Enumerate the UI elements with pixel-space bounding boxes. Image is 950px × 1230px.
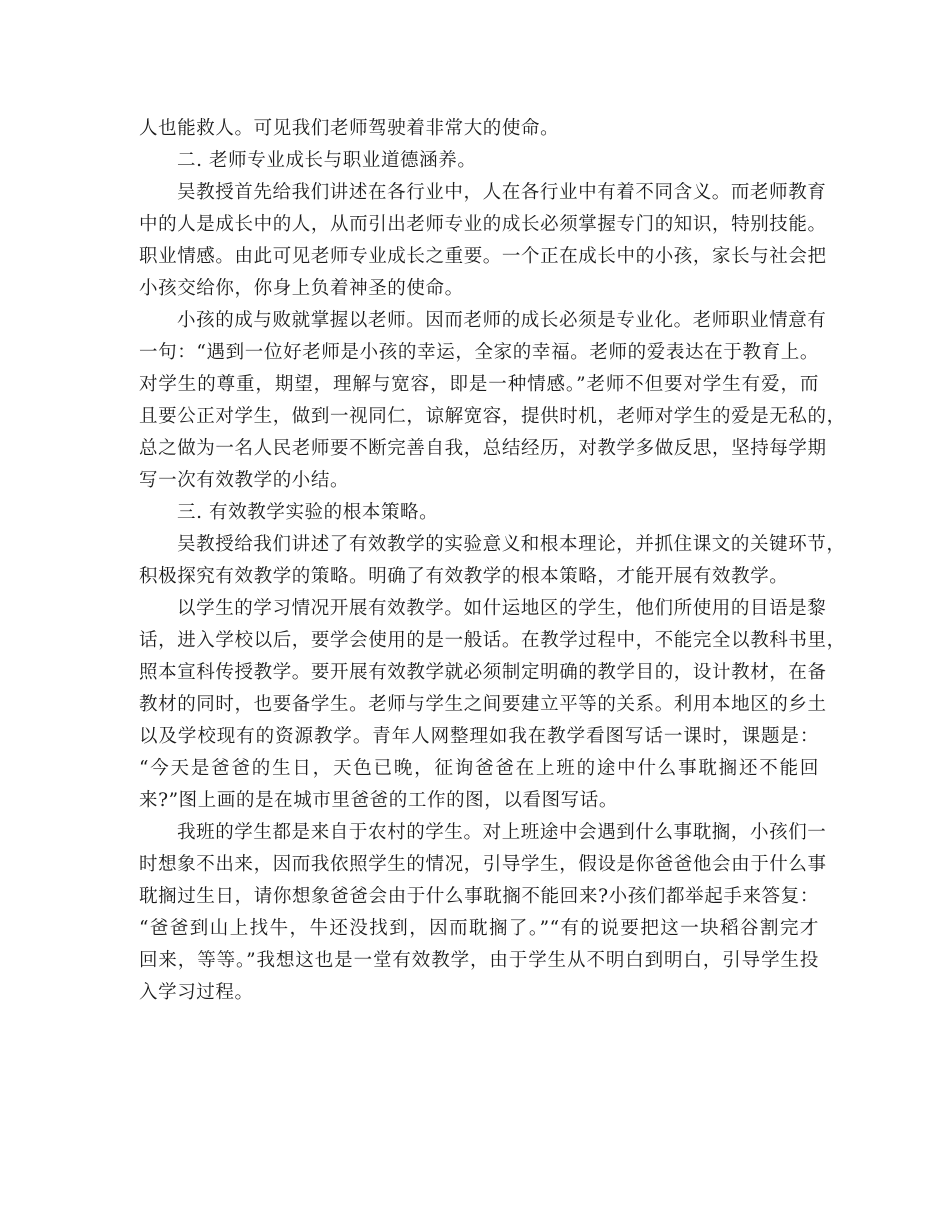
text-line: 积极探究有效教学的策略。明确了有效教学的根本策略，才能开展有效教学。 [139,566,789,587]
text-line: 总之做为一名人民老师要不断完善自我，总结经历，对教学多做反思，坚持每学期 [139,438,827,459]
text-line: 以学生的学习情况开展有效教学。如什运地区的学生，他们所使用的目语是黎 [177,598,827,619]
section-heading-2: 二. 老师专业成长与职业道德涵养。 [177,150,477,171]
text-line: 耽搁过生日，请你想象爸爸会由于什么事耽搁不能回来?小孩们都举起手来答复： [139,886,819,907]
text-line: 一句：“遇到一位好老师是小孩的幸运，全家的幸福。老师的爱表达在于教育上。 [139,342,819,363]
text-line: 来?”图上画的是在城市里爸爸的工作的图，以看图写话。 [139,790,618,811]
text-line: 小孩交给你，你身上负着神圣的使命。 [139,278,464,299]
text-line: 吴教授给我们讲述了有效教学的实验意义和根本理论，并抓住课文的关键环节， [177,534,846,555]
section-heading-3: 三. 有效教学实验的根本策略。 [177,502,439,523]
text-line: 对学生的尊重，期望，理解与宽容，即是一种情感。”老师不但要对学生有爱，而 [139,374,819,395]
text-line: 回来，等等。”我想这也是一堂有效教学，由于学生从不明白到明白，引导学生投 [139,950,819,971]
text-line: 职业情感。由此可见老师专业成长之重要。一个正在成长中的小孩，家长与社会把 [139,246,827,267]
text-line: 人也能救人。可见我们老师驾驶着非常大的使命。 [139,118,560,139]
document-page [139,113,846,1009]
text-line: 写一次有效教学的小结。 [139,470,350,491]
text-line: 照本宣科传授教学。要开展有效教学就必须制定明确的教学目的，设计教材，在备 [139,662,827,683]
text-line: 小孩的成与败就掌握以老师。因而老师的成长必须是专业化。老师职业情意有 [177,310,827,331]
text-line: 教材的同时，也要备学生。老师与学生之间要建立平等的关系。利用本地区的乡土 [139,694,827,715]
text-line: 且要公正对学生，做到一视同仁，谅解宽容，提供时机，老师对学生的爱是无私的， [139,406,846,427]
text-line: 我班的学生都是来自于农村的学生。对上班途中会遇到什么事耽搁，小孩们一 [177,822,827,843]
text-line: 入学习过程。 [139,982,254,1003]
text-line: 吴教授首先给我们讲述在各行业中，人在各行业中有着不同含义。而老师教育 [177,182,827,203]
text-line: “爸爸到山上找牛，牛还没找到，因而耽搁了。”“有的说要把这一块稻谷割完才 [139,918,819,939]
text-line: 时想象不出来，因而我依照学生的情况，引导学生，假设是你爸爸他会由于什么事 [139,854,827,875]
text-line: 话，进入学校以后，要学会使用的是一般话。在教学过程中，不能完全以教科书里， [139,630,846,651]
text-line: 以及学校现有的资源教学。青年人网整理如我在教学看图写话一课时，课题是： [139,726,819,747]
text-line: “今天是爸爸的生日，天色已晚，征询爸爸在上班的途中什么事耽搁还不能回 [139,758,819,779]
text-line: 中的人是成长中的人，从而引出老师专业的成长必须掌握专门的知识，特别技能。 [139,214,827,235]
